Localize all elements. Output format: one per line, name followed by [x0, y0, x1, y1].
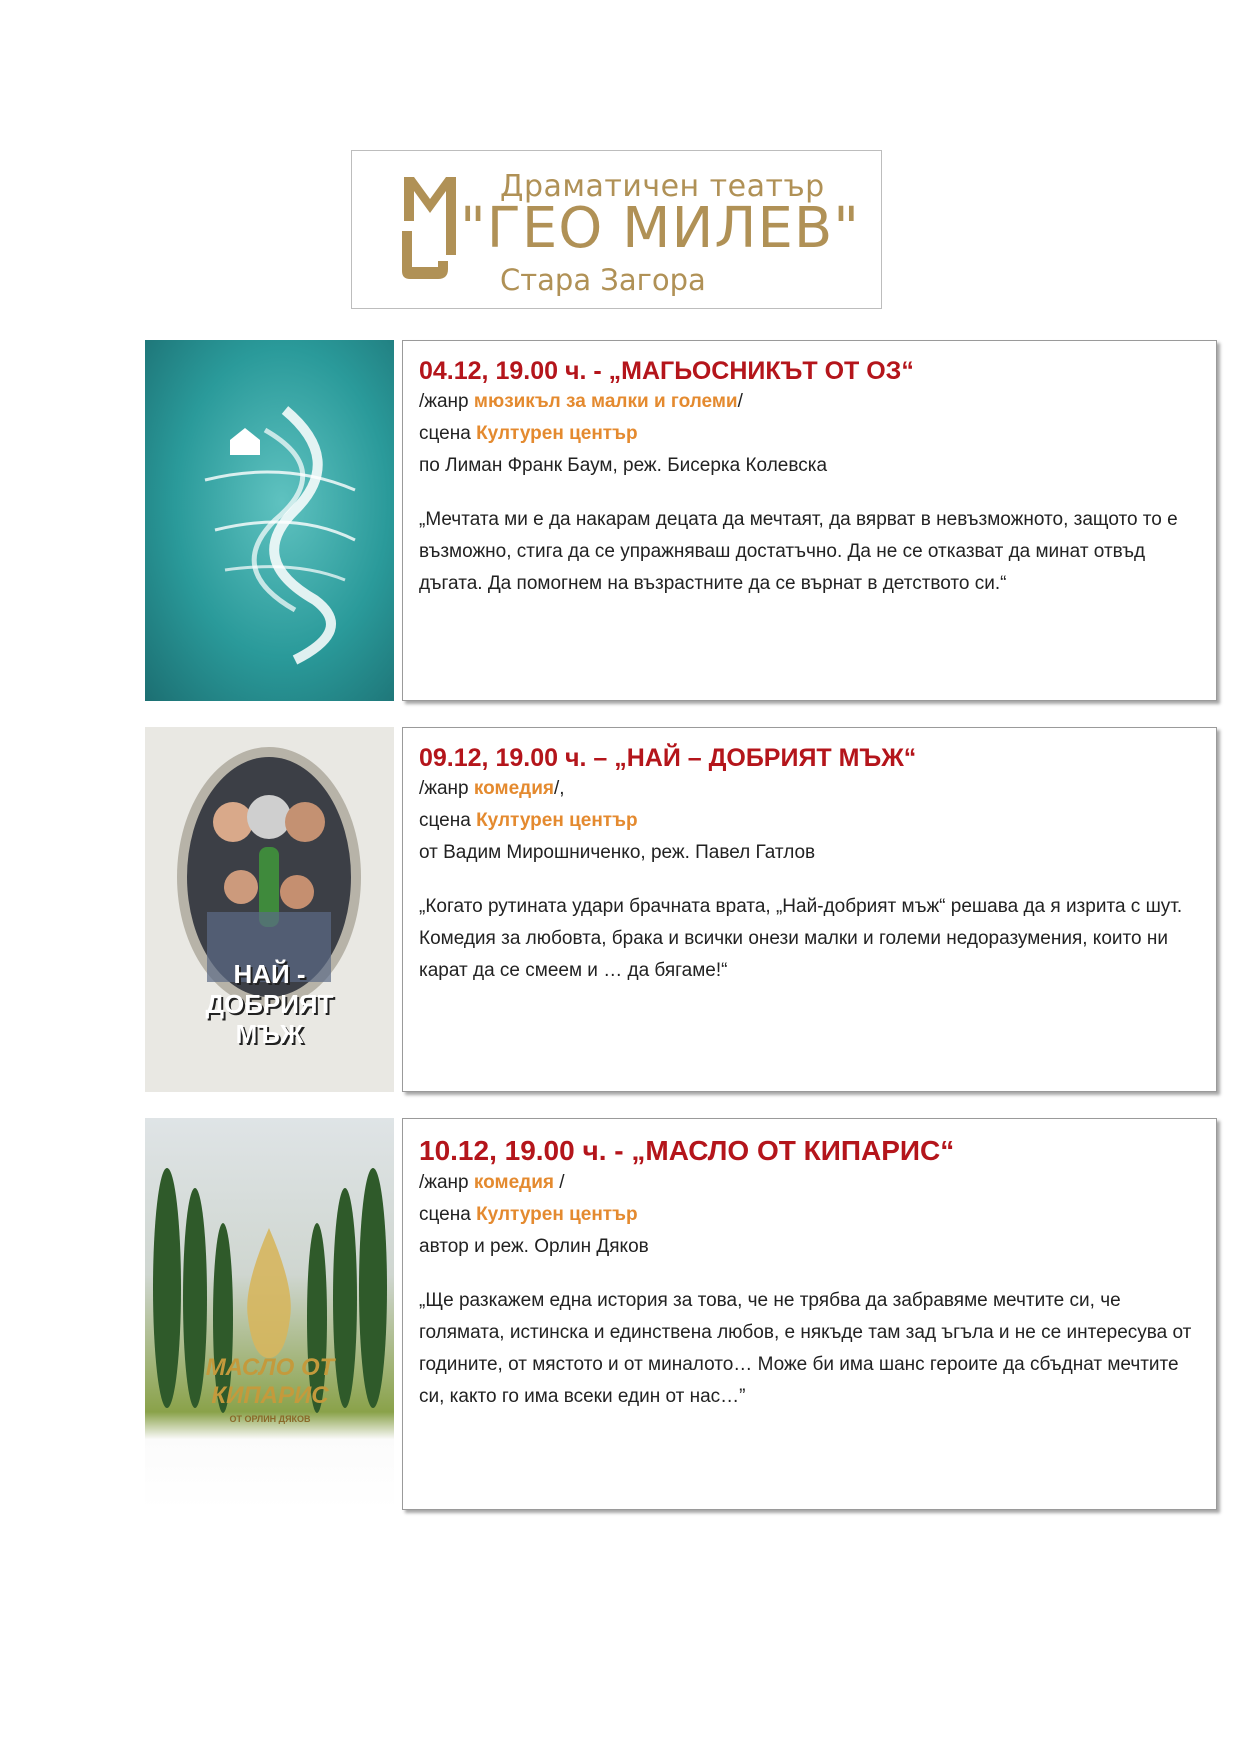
stage-value: Културен център	[476, 423, 638, 444]
event-details	[402, 340, 1217, 701]
event-quote: „Ще разкажем една история за това, че не трябва да забравяме мечтите си, че голямата, истинска и единствена любов, е някъде там зад ъгъла и не се интересува от годините, от мястото и от миналото… Може би има шанс героите да сбъднат мечтите си, както го има всеки един от нас…”	[419, 1290, 1192, 1407]
theatre-logo	[351, 150, 882, 309]
cypress-oil-poster	[145, 1118, 394, 1510]
event-quote: „Мечтата ми е да накарам децата да мечтаят, да вярват в невъзможното, защото то е възможно, стига да се упражняваш достатъчно. Да не се отказват да минат отвъд дъгата. Да помогнем на възрастните да се върнат в детството си.“	[419, 509, 1178, 594]
poster-subtitle: ОТ ОРЛИН ДЯКОВ	[229, 1414, 311, 1424]
logo-subtitle: Драматичен театър	[500, 169, 825, 204]
gm-monogram-icon	[352, 151, 472, 310]
genre-prefix: /жанр	[419, 391, 474, 412]
event-card	[145, 1118, 1218, 1510]
genre-value: мюзикъл за малки и големи	[473, 391, 738, 412]
genre-prefix: /жанр	[419, 778, 474, 799]
event-card	[145, 340, 1218, 702]
logo-city: Стара Загора	[500, 263, 706, 297]
author-line: от Вадим Мирошниченко, реж. Павел Гатлов	[419, 842, 816, 863]
genre-suffix: /,	[553, 778, 565, 799]
event-title: 04.12, 19.00 ч. - „МАГЬОСНИКЪТ ОТ ОЗ“	[419, 357, 914, 385]
stage-prefix: сцена	[419, 1204, 477, 1225]
stage-value: Културен център	[476, 810, 638, 831]
genre-line	[419, 773, 1200, 805]
event-details	[402, 727, 1217, 1092]
stage-line	[419, 805, 1200, 837]
event-title: 09.12, 19.00 ч. – „НАЙ – ДОБРИЯТ МЪЖ“	[419, 744, 917, 772]
genre-line	[419, 1167, 1200, 1199]
poster-title: МАСЛО ОТ КИПАРИС	[205, 1354, 335, 1409]
author-line: по Лиман Франк Баум, реж. Бисерка Колевска	[419, 455, 828, 476]
event-quote: „Когато рутината удари брачната врата, „Най-добрият мъж“ решава да я изрита с шут. Комедия за любовта, брака и всички онези малки и големи недоразумения, които ни карат да се смеем и … да бягаме!“	[419, 896, 1183, 981]
genre-line	[419, 386, 1200, 418]
stage-line	[419, 1199, 1200, 1231]
event-title: 10.12, 19.00 ч. - „МАСЛО ОТ КИПАРИС“	[419, 1135, 955, 1166]
logo-title: "ГЕО МИЛЕВ"	[460, 196, 861, 261]
best-man-poster	[145, 727, 394, 1092]
genre-suffix: /	[553, 1172, 565, 1193]
genre-value: комедия	[473, 778, 554, 799]
wizard-of-oz-poster	[145, 340, 394, 701]
genre-value: комедия	[473, 1172, 554, 1193]
event-card	[145, 727, 1218, 1092]
genre-prefix: /жанр	[419, 1172, 474, 1193]
stage-value: Културен център	[476, 1204, 638, 1225]
stage-line	[419, 418, 1200, 450]
stage-prefix: сцена	[419, 810, 477, 831]
stage-prefix: сцена	[419, 423, 477, 444]
poster-title: НАЙ - ДОБРИЯТ МЪЖ	[205, 959, 334, 1049]
author-line: автор и реж. Орлин Дяков	[419, 1236, 649, 1257]
genre-suffix: /	[737, 391, 743, 412]
event-details	[402, 1118, 1217, 1510]
